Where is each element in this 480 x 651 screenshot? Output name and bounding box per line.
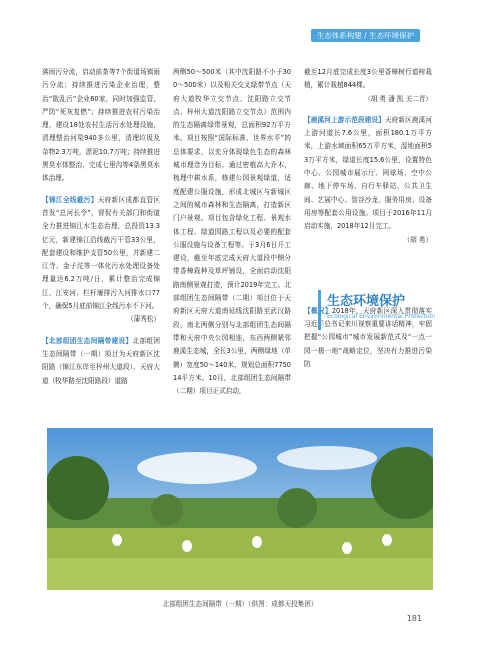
column-2 <box>173 66 291 398</box>
paragraph: 【北部组团生态间隔带建设】北部组团生态间隔带（一期）项目为天府新区沈阳路（锦江东岸至梓州大道段）、天府大道（牧华路至沈阳路段）道路 <box>42 336 161 385</box>
page-number: 181 <box>406 614 422 623</box>
park-landscape-image <box>47 428 433 590</box>
paragraph-heading: 【鹿溪河上游示范段建设】 <box>304 115 385 124</box>
paragraph-heading: 【概况】 <box>304 306 332 315</box>
section-title-english: Ecological Environmental Protection <box>327 313 436 320</box>
section-title-box <box>318 290 445 330</box>
paragraph-heading: 【锦江全线截污】 <box>42 195 98 204</box>
park-photo <box>47 428 433 590</box>
section-title: 生态环境保护 <box>327 294 406 309</box>
author-signature: （胡 勇） <box>403 235 432 244</box>
paragraph: 【概况】2018年，天府新区深入贯彻落实习近平总书记来川视察重要讲话精神，牢固把握“公园城市”城市发展新范式及“一点一园一极一地”战略定位，坚决有力推进污染防 <box>304 306 433 369</box>
author-signature: （胡 勇 潘 凯 关二青） <box>364 94 432 103</box>
author-signature: （蒲秀松） <box>127 315 160 324</box>
photo-caption: 北部组团生态间隔带（一期）（供图：成都天投集团） <box>162 600 318 608</box>
paragraph: 截至12月底完成长度3公里香樟树行道树栽植，累计栽植844棵。 <box>304 68 432 90</box>
paragraph: 【鹿溪河上游示范段建设】天府新区鹿溪河上游河道长7.6公里，面积180.1万平方米，上游水域面积65万平方米，湿地面积53万平方米，绿道长度15.6公里，设置特色中心、公园城市展示厅、网球场、空中公廊、地下停车场、自行车驿站、公共卫生间、艺展中心、智谷沙龙、服务用房、设备用房等配套公用设施。项目于2016年11月启动实施，2018年12月完工。 <box>304 115 432 231</box>
running-header <box>311 30 420 41</box>
paragraph-heading: 【北部组团生态间隔带建设】 <box>42 336 133 345</box>
section-breadcrumb: 生态体系构建 / 生态环境保护 <box>311 29 420 42</box>
column-1 <box>42 66 160 388</box>
paragraph: 两侧50～500米（其中沈阳路不小于300～500米）以及相关交叉绿带节点（天府大道牧华立交节点、沈阳路立交节点、梓州大道沈阳路立交节点）范围内的生态隔离绿带景观，总面积92万平方米。项目按照“国际标准、世界水平”的总体要求，以充分体现绿色生态的森林城市理念为目标，通过密植高大乔木，梳理中耕水系，修建公园景观绿道，适度配建公服设施，形成北城区与新城区之间的城市森林和生态隔离，打造新区门户景观。项目包含绿化工程、景观水体工程、绿道园路工程以及必要的配套公服设施与设备工程等。于3月6日开工建设，截至年底完成天府大道段中侧分带香樟栽种及草坪铺设，全面启动沈阳路南侧景观打造，预计2019年完工。北部组团生态间隔带（二期）项目位于天府新区天府大道南延线沈阳路至武汉路段，南北两侧分别与北部组团生态间隔带和天府中央公园相连，东西两侧紧邻鹿溪生态城，全长3公里，两侧绿地（单侧）宽度50～140米，规划总面积775014平方米。10月，北部组团生态间隔带（二期）项目正式启动， <box>173 68 291 396</box>
paragraph: 落雨污分流，启动前茶等7个街道场镇雨污分流；持续推进污染企业治理，整治“散乱污”企业60家，同时加强监管，严防“死灰复燃”；持续推进农村污染治理，建设18处农村生活污水处理设施，清理整治河渠940多公里，清理垃圾及杂物2.3万吨，淤泥10.7万吨；持续推进黑臭水体整治，完成七里沟等4条黑臭水体治理。 <box>42 68 160 183</box>
paragraph: 【锦江全线截污】天府新区成都直管区首发“总河长令”，督促有关部门和街道全力推进锦江水生态治理，总投资13.3亿元，新建锦江沿线截污干管33公里，配套建设和维护支管50公里，并新建二江寺、金子沱等一体化污水处理设备处理量达6.2万吨/日，累计整治完成锦江、江安河、栏杆堰排污入河排水口77个，确保5月底前锦江全线污水不下河。 <box>42 195 160 311</box>
